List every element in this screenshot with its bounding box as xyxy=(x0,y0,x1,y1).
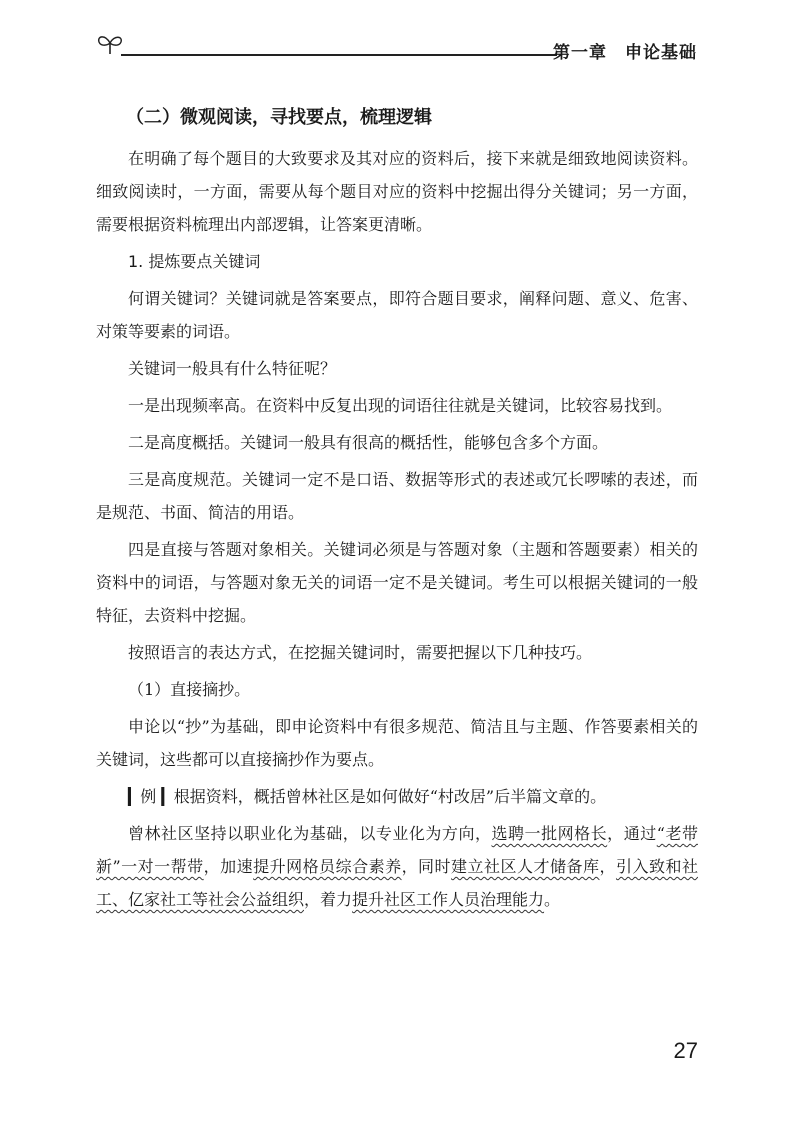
answer-text: ，通过 xyxy=(607,824,657,843)
page-number: 27 xyxy=(673,1038,698,1063)
keyword-highlight: 提升社区工作人员治理能力 xyxy=(352,890,545,909)
page-body xyxy=(96,100,698,920)
answer-text: 曾林社区坚持以职业化为基础，以专业化为方向， xyxy=(128,824,492,843)
example-tag: ▎例 ▎ xyxy=(128,787,174,806)
keyword-highlight: “老带新”一对一帮带 xyxy=(96,824,698,876)
keyword-highlight: 引入致和社工、亿家社工等社会公益组织 xyxy=(96,857,698,909)
sprout-icon xyxy=(95,30,125,56)
keyword-highlight: 建立社区人才储备库 xyxy=(451,857,600,876)
feature-two: 二是高度概括。关键词一般具有很高的概括性，能够包含多个方面。 xyxy=(128,433,609,452)
feature-question: 关键词一般具有什么特征呢？ xyxy=(128,359,337,378)
feature-three: 三是高度规范。关键词一定不是口语、数据等形式的表述或冗长啰嗦的表述，而是规范、书面、简洁的用语。 xyxy=(96,470,698,522)
example-prompt-text: 根据资料，概括曾林社区是如何做好“村改居”后半篇文章的。 xyxy=(173,787,607,806)
method-one-description: 申论以“抄”为基础，即申论资料中有很多规范、简洁且与主题、作答要素相关的关键词，这些都可以直接摘抄作为要点。 xyxy=(96,717,698,769)
keyword-highlight: 选聘一批网格长 xyxy=(491,824,608,843)
answer-text: ，加速 xyxy=(203,857,254,876)
header-rule xyxy=(121,54,557,56)
example-answer xyxy=(96,817,698,916)
methods-paragraph: 按照语言的表达方式，在挖掘关键词时，需要把握以下几种技巧。 xyxy=(128,643,593,662)
answer-text: ，着力 xyxy=(304,890,353,909)
feature-one: 一是出现频率高。在资料中反复出现的词语往往就是关键词，比较容易找到。 xyxy=(128,396,673,415)
page-header xyxy=(95,30,697,70)
subsection-heading: 1. 提炼要点关键词 xyxy=(128,252,261,271)
answer-text: ， xyxy=(599,857,616,876)
chapter-number: 第一章 xyxy=(553,43,607,63)
answer-text: 。 xyxy=(544,890,561,909)
keyword-highlight: 提升网格员综合素养 xyxy=(253,857,402,876)
answer-text: ，同时 xyxy=(401,857,452,876)
chapter-title: 申论基础 xyxy=(625,43,697,63)
intro-paragraph: 在明确了每个题目的大致要求及其对应的资料后，接下来就是细致地阅读资料。细致阅读时，一方面，需要从每个题目对应的资料中挖掘出得分关键词；另一方面，需要根据资料梳理出内部逻辑，让答案更清晰。 xyxy=(96,149,698,234)
feature-four: 四是直接与答题对象相关。关键词必须是与答题对象（主题和答题要素）相关的资料中的词语，与答题对象无关的词语一定不是关键词。考生可以根据关键词的一般特征，去资料中挖掘。 xyxy=(96,540,698,625)
section-heading: （二）微观阅读，寻找要点，梳理逻辑 xyxy=(126,107,432,128)
example-prompt xyxy=(96,780,698,813)
chapter-label xyxy=(553,38,697,63)
method-one-title: （1）直接摘抄。 xyxy=(128,680,251,699)
keyword-definition: 何谓关键词？关键词就是答案要点，即符合题目要求，阐释问题、意义、危害、对策等要素的词语。 xyxy=(96,289,698,341)
